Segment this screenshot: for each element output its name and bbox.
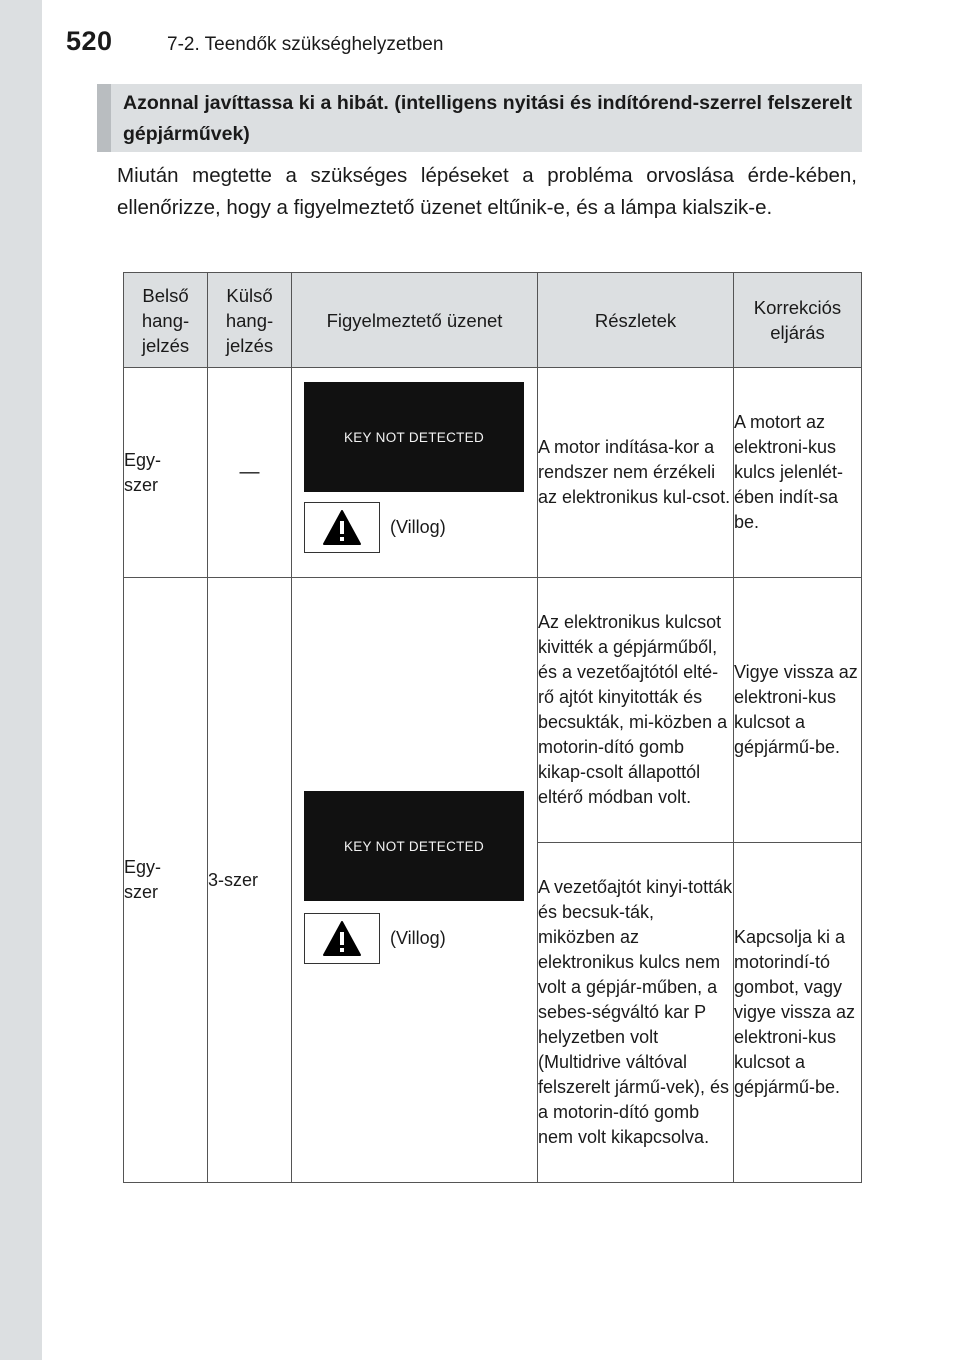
cell-correction: Vigye vissza az elektroni-kus kulcsot a gépjármű-be. <box>734 578 862 843</box>
header-internal-buzzer: Belső hang-jelzés <box>124 273 208 368</box>
table-row <box>124 368 862 578</box>
screen-text: KEY NOT DETECTED <box>343 838 485 854</box>
blink-label: (Villog) <box>390 928 446 948</box>
cell-external-buzzer: 3-szer <box>208 578 292 1183</box>
table-row <box>124 578 862 843</box>
header-details: Részletek <box>538 273 734 368</box>
page-number: 520 <box>66 26 113 56</box>
warning-triangle-icon <box>304 913 380 964</box>
cell-details: Az elektronikus kulcsot kivitték a gépjárműből, és a vezetőajtótól elté-rő ajtót kinyitották és becsukták, mi-közben a motorin-dító gomb kikap-csolt állapottól eltérő módban volt. <box>538 578 734 843</box>
header-external-buzzer: Külső hang-jelzés <box>208 273 292 368</box>
message-screen <box>304 382 524 492</box>
warning-table <box>123 272 862 1183</box>
screen-text: KEY NOT DETECTED <box>343 429 485 445</box>
header-warning-message: Figyelmeztető üzenet <box>292 273 538 368</box>
section-title: Azonnal javíttassa ki a hibát. (intelligens nyitási és indítórend-szerrel felszerelt gépjárművek) <box>97 84 862 152</box>
cell-details: A vezetőajtót kinyi-tották és becsuk-ták, miközben az elektronikus kulcs nem volt a gépjár-műben, a sebes-ségváltó kar P helyzetben volt (Multidrive váltóval felszerelt jármű-vek), és a motorin-dító gomb nem volt kikapcsolva. <box>538 843 734 1183</box>
header-correction: Korrekciós eljárás <box>734 273 862 368</box>
chapter-title: 7-2. Teendők szükséghelyzetben <box>167 34 444 55</box>
cell-correction: Kapcsolja ki a motorindí-tó gombot, vagy vigye vissza az elektroni-kus kulcsot a gépjármű-be. <box>734 843 862 1183</box>
cell-warning-message <box>292 578 538 1183</box>
message-screen <box>304 791 524 901</box>
cell-internal-buzzer: Egy-szer <box>124 368 208 578</box>
cell-correction: A motort az elektroni-kus kulcs jelenlét-ében indít-sa be. <box>734 368 862 578</box>
cell-external-buzzer: — <box>208 368 292 578</box>
side-strip <box>0 0 42 1360</box>
blink-label: (Villog) <box>390 517 446 537</box>
cell-details: A motor indítása-kor a rendszer nem érzékeli az elektronikus kul-csot. <box>538 368 734 578</box>
warning-triangle-icon <box>304 502 380 553</box>
intro-paragraph: Miután megtette a szükséges lépéseket a probléma orvoslása érde-kében, ellenőrizze, hogy a figyelmeztető üzenet eltűnik-e, és a lámpa kialszik-e. <box>117 164 857 219</box>
cell-warning-message <box>292 368 538 578</box>
cell-internal-buzzer: Egy-szer <box>124 578 208 1183</box>
table-header-row <box>124 273 862 368</box>
